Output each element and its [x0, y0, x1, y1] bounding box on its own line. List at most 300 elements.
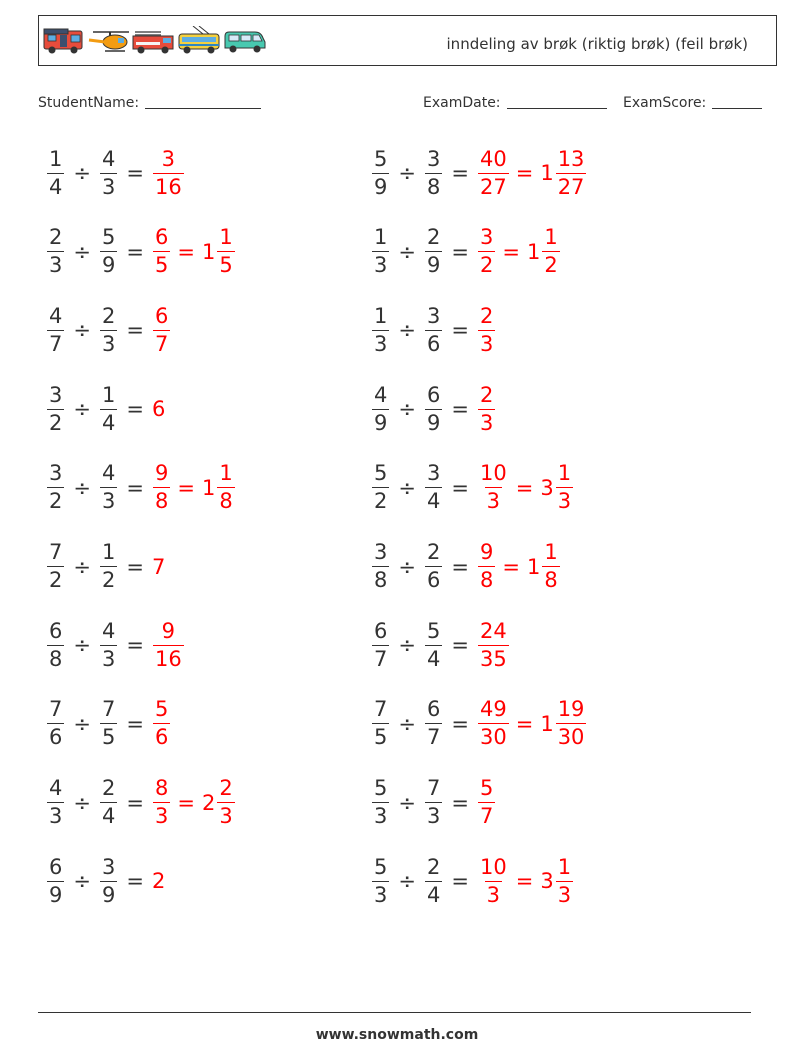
fraction — [153, 303, 170, 356]
answer — [477, 227, 561, 276]
numerator: 1 — [374, 225, 388, 250]
mixed-whole: 1 — [201, 475, 216, 500]
answer-integer: 6 — [151, 397, 166, 422]
equals-sign: = — [177, 239, 195, 264]
fraction — [556, 146, 587, 199]
numerator: 5 — [374, 461, 388, 486]
denominator: 3 — [426, 804, 441, 829]
answer — [477, 618, 510, 671]
fraction — [556, 699, 587, 748]
exam-date-blank[interactable] — [507, 94, 607, 109]
fraction — [372, 227, 389, 276]
answer — [152, 397, 165, 421]
denominator: 8 — [426, 174, 441, 199]
denominator: 3 — [154, 804, 169, 829]
numerator: 5 — [479, 776, 494, 801]
problem-row — [46, 457, 236, 519]
answer — [152, 618, 185, 671]
problem-row — [46, 378, 165, 440]
numerator: 7 — [374, 697, 388, 722]
denominator: 2 — [101, 568, 116, 592]
numerator: 9 — [479, 540, 494, 564]
exam-score-blank[interactable] — [712, 94, 762, 109]
numerator: 5 — [374, 146, 388, 171]
equals-sign: = — [451, 318, 469, 343]
equals-sign: = — [515, 711, 534, 736]
divide-sign: ÷ — [398, 554, 416, 579]
problem-row — [46, 614, 185, 676]
denominator: 3 — [479, 331, 494, 356]
denominator: 30 — [479, 725, 507, 750]
equals-sign: = — [451, 633, 469, 658]
denominator: 9 — [426, 410, 441, 435]
denominator: 30 — [557, 725, 585, 750]
fraction — [425, 146, 442, 199]
numerator: 13 — [557, 146, 585, 171]
divide-sign: ÷ — [73, 790, 91, 815]
numerator: 3 — [426, 303, 441, 328]
fraction — [47, 227, 64, 276]
divide-sign: ÷ — [73, 554, 91, 579]
numerator: 10 — [479, 461, 507, 486]
fraction — [425, 227, 442, 276]
fraction — [153, 146, 184, 199]
denominator: 7 — [154, 331, 169, 356]
numerator: 5 — [101, 225, 116, 250]
fraction — [425, 854, 442, 907]
problem-row — [371, 614, 510, 676]
answer — [477, 382, 496, 435]
divide-sign: ÷ — [73, 161, 91, 185]
numerator: 49 — [479, 697, 507, 722]
divide-sign: ÷ — [73, 397, 91, 422]
fraction — [47, 778, 64, 827]
fraction — [425, 542, 442, 591]
denominator: 6 — [49, 725, 63, 750]
denominator: 8 — [154, 489, 169, 514]
denominator: 3 — [219, 804, 233, 829]
numerator: 2 — [426, 225, 441, 250]
denominator: 3 — [374, 804, 388, 829]
numerator: 1 — [557, 461, 572, 486]
numerator: 10 — [479, 854, 507, 879]
answer — [477, 699, 587, 748]
mixed-whole: 3 — [540, 475, 554, 500]
fraction — [47, 854, 64, 907]
problem-row — [371, 536, 561, 598]
numerator: 7 — [49, 540, 63, 564]
answer — [152, 146, 185, 199]
fraction — [100, 854, 117, 907]
problem-row — [371, 142, 587, 204]
denominator: 9 — [49, 882, 63, 907]
answer — [152, 869, 165, 893]
numerator: 3 — [161, 146, 176, 171]
denominator: 9 — [374, 410, 388, 435]
fraction — [100, 778, 117, 827]
problem-row — [371, 693, 587, 755]
equals-sign: = — [451, 161, 469, 185]
denominator: 3 — [557, 882, 572, 907]
denominator: 2 — [49, 568, 63, 592]
equals-sign: = — [126, 318, 144, 343]
equals-sign: = — [451, 239, 469, 264]
denominator: 7 — [426, 725, 441, 750]
numerator: 6 — [49, 618, 63, 643]
fraction — [153, 778, 170, 827]
fraction — [372, 146, 389, 199]
fraction — [372, 542, 389, 591]
trolleybus-icon — [179, 26, 219, 54]
student-name-blank[interactable] — [145, 94, 261, 109]
fraction — [372, 463, 389, 512]
denominator: 9 — [374, 174, 388, 199]
equals-sign: = — [177, 475, 195, 500]
fraction — [425, 618, 442, 671]
numerator: 5 — [374, 776, 388, 801]
numerator: 2 — [49, 225, 63, 250]
denominator: 4 — [426, 882, 441, 907]
denominator: 6 — [426, 331, 441, 356]
fraction — [47, 542, 64, 591]
footer-url: www.snowmath.com — [315, 1027, 479, 1043]
problem-row — [46, 299, 171, 361]
denominator: 8 — [479, 568, 494, 592]
divide-sign: ÷ — [398, 633, 416, 658]
denominator: 2 — [374, 489, 388, 514]
fraction — [556, 854, 573, 907]
fraction — [478, 463, 509, 512]
fraction — [372, 382, 389, 435]
denominator: 3 — [557, 489, 572, 514]
fraction — [425, 382, 442, 435]
numerator: 3 — [426, 146, 441, 171]
numerator: 6 — [426, 382, 441, 407]
answer — [152, 699, 171, 748]
equals-sign: = — [451, 554, 469, 579]
fraction — [372, 778, 389, 827]
fraction — [100, 382, 117, 435]
divide-sign: ÷ — [73, 869, 91, 894]
answer — [477, 303, 496, 356]
fraction — [217, 463, 234, 512]
fraction — [100, 463, 117, 512]
fraction — [425, 303, 442, 356]
answer — [477, 542, 561, 591]
fire-truck-icon — [133, 32, 173, 54]
student-name-field — [38, 94, 261, 111]
equals-sign: = — [502, 239, 520, 264]
numerator: 4 — [49, 303, 63, 328]
denominator: 4 — [101, 410, 116, 435]
denominator: 5 — [154, 253, 169, 278]
denominator: 3 — [101, 331, 116, 356]
denominator: 4 — [426, 489, 441, 514]
problem-row — [46, 142, 185, 204]
equals-sign: = — [126, 790, 144, 815]
fraction — [100, 303, 117, 356]
fraction — [47, 463, 64, 512]
denominator: 8 — [219, 489, 233, 514]
problem-row — [46, 772, 236, 834]
fraction — [47, 146, 64, 199]
mixed-whole: 1 — [540, 161, 554, 185]
numerator: 24 — [479, 618, 507, 643]
numerator: 2 — [426, 854, 441, 879]
numerator: 2 — [479, 382, 494, 407]
equals-sign: = — [451, 869, 469, 894]
exam-date-field — [423, 94, 607, 111]
equals-sign: = — [502, 554, 520, 579]
vehicle-icons — [43, 26, 267, 56]
answer-integer: 7 — [151, 554, 166, 579]
worksheet-header — [38, 15, 777, 66]
fraction — [478, 618, 509, 671]
numerator: 6 — [374, 618, 388, 643]
denominator: 16 — [154, 174, 182, 199]
fraction — [425, 778, 442, 827]
numerator: 4 — [374, 382, 388, 407]
denominator: 2 — [49, 489, 63, 514]
denominator: 27 — [557, 174, 585, 199]
fraction — [217, 778, 234, 827]
numerator: 1 — [101, 382, 116, 407]
numerator: 3 — [374, 540, 388, 564]
fraction — [478, 382, 495, 435]
fraction — [153, 699, 170, 748]
exam-score-label: ExamScore: — [623, 95, 707, 111]
divide-sign: ÷ — [398, 318, 416, 343]
problem-row — [371, 772, 496, 834]
fraction — [372, 618, 389, 671]
problem-row — [46, 221, 236, 283]
problem-row — [371, 221, 561, 283]
divide-sign: ÷ — [398, 869, 416, 894]
fraction — [542, 542, 559, 591]
fraction — [478, 227, 495, 276]
numerator: 2 — [479, 303, 494, 328]
numerator: 4 — [101, 461, 116, 486]
mixed-whole: 1 — [540, 711, 554, 736]
fraction — [153, 463, 170, 512]
numerator: 9 — [154, 461, 169, 486]
fraction — [153, 227, 170, 276]
numerator: 2 — [426, 540, 441, 564]
divide-sign: ÷ — [398, 790, 416, 815]
denominator: 3 — [374, 882, 388, 907]
fraction — [425, 699, 442, 748]
equals-sign: = — [515, 869, 534, 894]
fraction — [100, 699, 117, 748]
equals-sign: = — [126, 397, 144, 422]
answer — [477, 146, 587, 199]
numerator: 5 — [154, 697, 169, 722]
numerator: 7 — [49, 697, 63, 722]
denominator: 9 — [101, 253, 116, 278]
denominator: 9 — [426, 253, 441, 278]
mixed-whole: 1 — [526, 554, 541, 579]
fraction — [372, 699, 389, 748]
mixed-whole: 1 — [526, 239, 541, 264]
answer — [477, 463, 574, 512]
denominator: 4 — [49, 174, 63, 199]
fraction — [47, 303, 64, 356]
problem-row — [46, 693, 171, 755]
answer — [477, 778, 496, 827]
numerator: 8 — [154, 776, 169, 801]
equals-sign: = — [451, 397, 469, 422]
numerator: 7 — [426, 776, 441, 801]
equals-sign: = — [126, 711, 144, 736]
exam-score-field — [623, 94, 762, 111]
denominator: 2 — [479, 253, 494, 278]
numerator: 1 — [374, 303, 388, 328]
numerator: 6 — [154, 303, 169, 328]
numerator: 6 — [154, 225, 169, 250]
divide-sign: ÷ — [398, 711, 416, 736]
answer — [152, 463, 236, 512]
answer — [152, 778, 236, 827]
divide-sign: ÷ — [398, 475, 416, 500]
numerator: 1 — [219, 225, 233, 250]
denominator: 7 — [374, 646, 388, 671]
exam-date-label: ExamDate: — [423, 95, 501, 111]
denominator: 35 — [479, 646, 507, 671]
denominator: 2 — [49, 410, 63, 435]
problem-row — [46, 536, 165, 598]
fraction — [47, 618, 64, 671]
numerator: 4 — [101, 146, 116, 171]
divide-sign: ÷ — [73, 475, 91, 500]
denominator: 5 — [374, 725, 388, 750]
equals-sign: = — [126, 869, 144, 894]
denominator: 7 — [479, 804, 494, 829]
fraction — [100, 542, 117, 591]
denominator: 3 — [486, 882, 501, 907]
equals-sign: = — [126, 633, 144, 658]
numerator: 9 — [161, 618, 176, 643]
mixed-whole: 3 — [540, 869, 554, 894]
denominator: 7 — [49, 331, 63, 356]
fraction — [556, 463, 573, 512]
fraction — [100, 227, 117, 276]
fraction — [47, 382, 64, 435]
footer-divider — [38, 1012, 751, 1013]
equals-sign: = — [126, 239, 144, 264]
fraction — [425, 463, 442, 512]
numerator: 2 — [219, 776, 233, 801]
denominator: 16 — [154, 646, 182, 671]
numerator: 5 — [426, 618, 441, 643]
answer — [152, 303, 171, 356]
fraction — [153, 618, 184, 671]
numerator: 3 — [479, 225, 494, 250]
divide-sign: ÷ — [398, 397, 416, 422]
mixed-whole: 1 — [201, 239, 216, 264]
numerator: 1 — [557, 854, 572, 879]
denominator: 3 — [374, 331, 388, 356]
worksheet-title: inndeling av brøk (riktig brøk) (feil brøk) — [446, 35, 748, 53]
fraction — [217, 227, 234, 276]
fraction — [372, 854, 389, 907]
problem-row — [371, 850, 574, 912]
denominator: 3 — [101, 174, 116, 199]
equals-sign: = — [451, 711, 469, 736]
problem-row — [371, 299, 496, 361]
fraction — [478, 778, 495, 827]
answer-integer: 2 — [151, 869, 166, 894]
numerator: 6 — [49, 854, 63, 879]
numerator: 2 — [101, 776, 116, 801]
fraction — [100, 618, 117, 671]
fraction — [100, 146, 117, 199]
numerator: 4 — [101, 618, 116, 643]
problem-row — [371, 457, 574, 519]
denominator: 9 — [101, 882, 116, 907]
fraction — [478, 699, 509, 748]
denominator: 5 — [101, 725, 116, 750]
divide-sign: ÷ — [73, 239, 91, 264]
denominator: 3 — [486, 489, 501, 514]
denominator: 3 — [49, 253, 63, 278]
denominator: 3 — [49, 804, 63, 829]
answer — [152, 555, 165, 579]
divide-sign: ÷ — [73, 318, 91, 343]
denominator: 3 — [101, 646, 116, 671]
denominator: 3 — [374, 253, 388, 278]
denominator: 8 — [49, 646, 63, 671]
numerator: 1 — [544, 225, 558, 250]
equals-sign: = — [126, 475, 144, 500]
numerator: 5 — [374, 854, 388, 879]
student-name-label: StudentName: — [38, 95, 140, 111]
numerator: 3 — [101, 854, 116, 879]
equals-sign: = — [126, 554, 144, 579]
problem-row — [46, 850, 165, 912]
denominator: 2 — [544, 253, 558, 278]
denominator: 3 — [101, 489, 116, 514]
denominator: 4 — [426, 646, 441, 671]
numerator: 40 — [479, 146, 507, 171]
numerator: 3 — [426, 461, 441, 486]
numerator: 19 — [557, 697, 585, 722]
fraction — [47, 699, 64, 748]
fraction — [478, 303, 495, 356]
numerator: 2 — [101, 303, 116, 328]
numerator: 7 — [101, 697, 116, 722]
mixed-whole: 2 — [201, 790, 216, 815]
denominator: 27 — [479, 174, 507, 199]
problem-row — [371, 378, 496, 440]
fraction — [372, 303, 389, 356]
numerator: 4 — [49, 776, 63, 801]
denominator: 3 — [479, 410, 494, 435]
equals-sign: = — [451, 790, 469, 815]
denominator: 8 — [544, 568, 558, 592]
denominator: 4 — [101, 804, 116, 829]
divide-sign: ÷ — [398, 239, 416, 264]
denominator: 5 — [219, 253, 233, 278]
divide-sign: ÷ — [73, 711, 91, 736]
helicopter-icon — [89, 32, 129, 51]
fraction — [478, 854, 509, 907]
denominator: 6 — [154, 725, 169, 750]
divide-sign: ÷ — [398, 161, 416, 185]
divide-sign: ÷ — [73, 633, 91, 658]
equals-sign: = — [451, 475, 469, 500]
numerator: 1 — [49, 146, 63, 171]
numerator: 1 — [219, 461, 233, 486]
